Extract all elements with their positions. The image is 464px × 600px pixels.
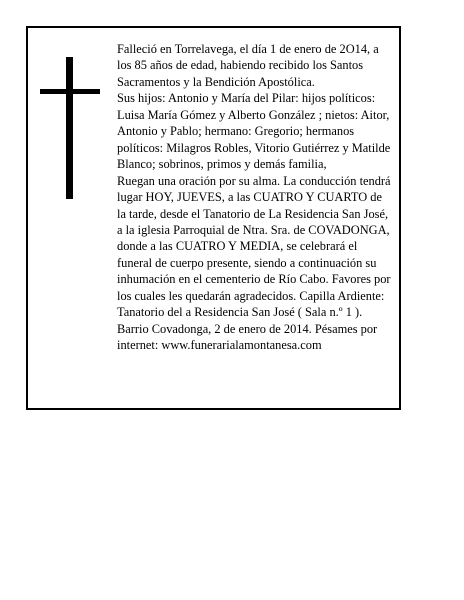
place-date-condolences: Barrio Covadonga, 2 de enero de 2014. Pésames por internet: www.funerarialamontanesa.com <box>117 321 378 353</box>
funeral-details: Ruegan una oración por su alma. La conducción tendrá lugar HOY, JUEVES, a las CUATRO Y CUARTO de la tarde, desde el Tanatorio de La Residencia San José, a la iglesia Parroquial de Ntra. Sra. de COVADONGA, donde a las CUATRO Y MEDIA, se celebrará el funeral de cuerpo presente, siendo a continuación su inhumación en el cementerio de Río Cabo. Favores por los cuales les quedarán agradecidos. Capilla Ardiente: Tanatorio del a Residencia San José ( Sala n.º 1 ). <box>117 173 391 320</box>
cross-vertical-bar <box>66 57 73 199</box>
obituary-text <box>117 41 393 354</box>
cross-icon <box>40 57 100 199</box>
family-list: Sus hijos: Antonio y María del Pilar: hijos políticos: Luisa María Gómez y Alberto González ; nietos: Aitor, Antonio y Pablo; hermano: Gregorio; hermanos políticos: Milagros Robles, Vitorio Gutiérrez y Matilde Blanco; sobrinos, primos y demás familia, <box>117 91 391 172</box>
cross-horizontal-bar <box>40 89 100 94</box>
death-announcement: Falleció en Torrelavega, el día 1 de enero de 2O14, a los 85 años de edad, habiendo recibido los Santos Sacramentos y la Bendición Apostólica. <box>117 42 379 89</box>
obituary-notice <box>26 26 401 410</box>
